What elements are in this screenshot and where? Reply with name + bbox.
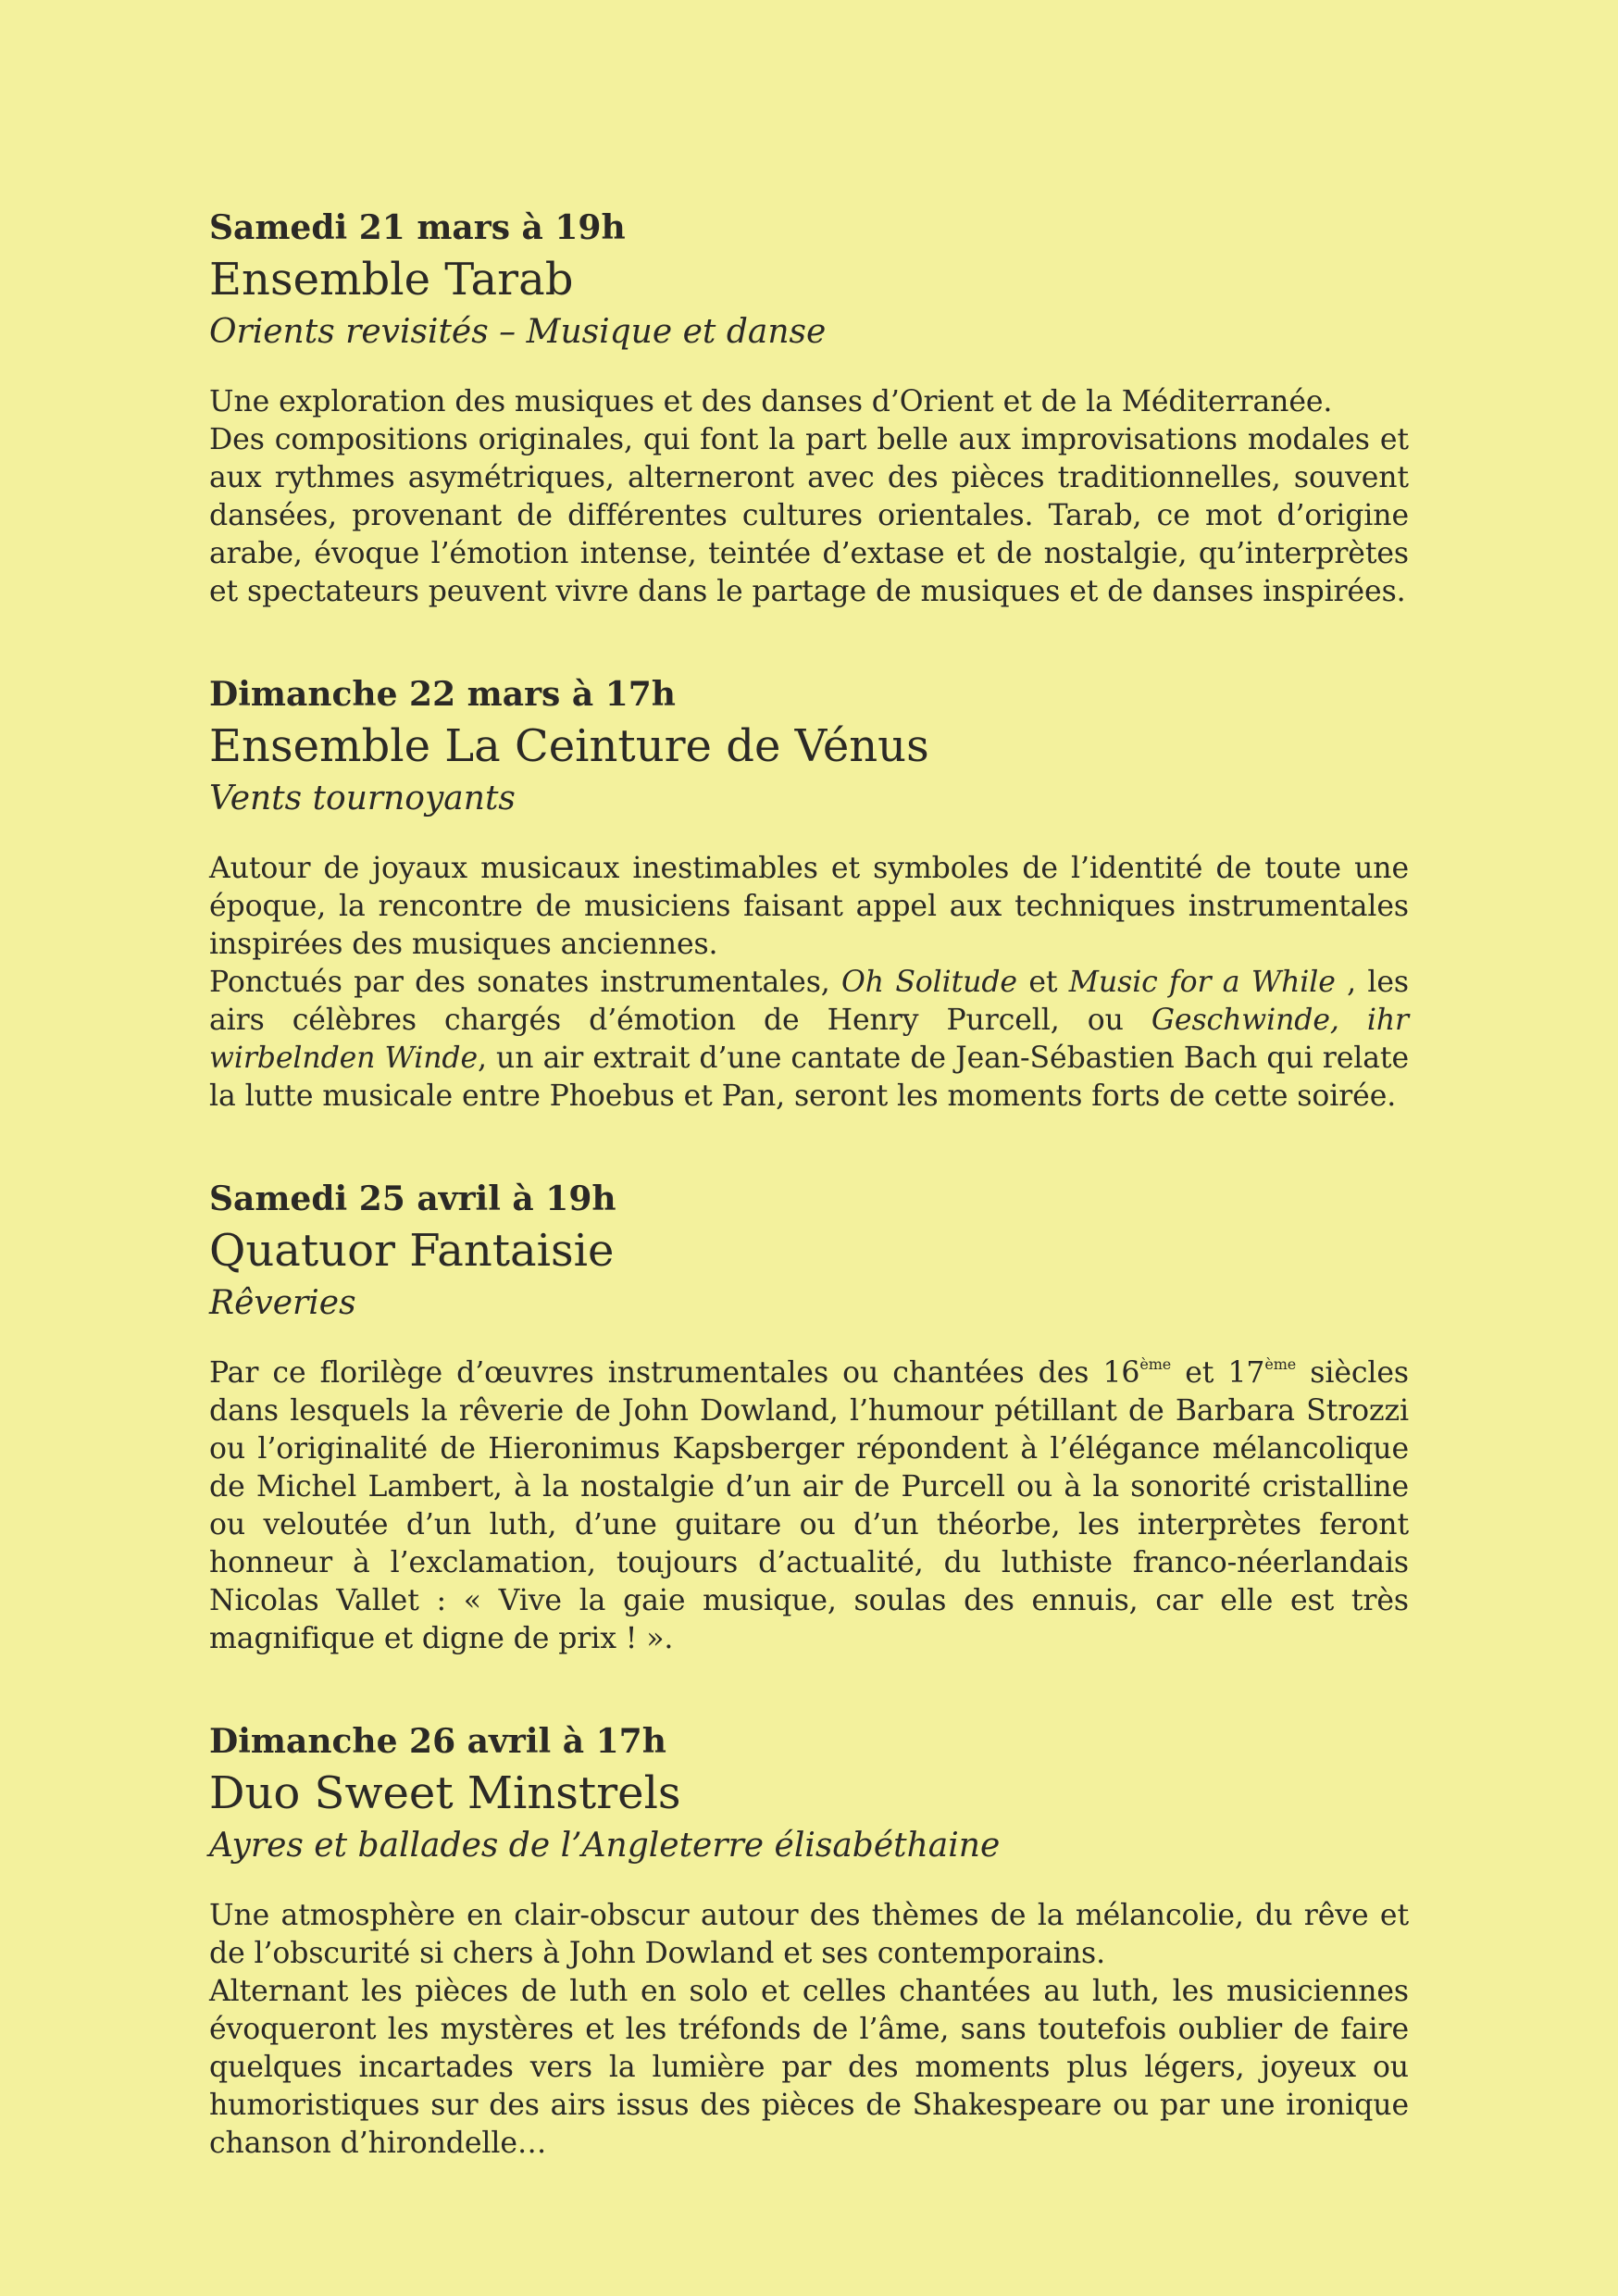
description-paragraph xyxy=(209,850,1409,964)
event-description xyxy=(209,1354,1409,1658)
event-subtitle: Rêveries xyxy=(209,1284,356,1322)
event-date: Samedi 25 avril à 19h xyxy=(209,1179,616,1218)
program-page xyxy=(209,202,1409,2163)
event-date: Samedi 21 mars à 19h xyxy=(209,208,626,247)
event-description xyxy=(209,850,1409,1116)
description-paragraph xyxy=(209,1354,1409,1658)
ordinal-suffix: ème xyxy=(1264,1355,1297,1373)
event-title: Ensemble La Ceinture de Vénus xyxy=(209,720,929,772)
work-title: Geschwinde, ihr wirbelnden Winde xyxy=(209,1004,1409,1075)
text-run: et 17 xyxy=(1171,1356,1265,1390)
text-run: siècles dans lesquels la rêverie de John Dowland, l’humour pétillant de Barbara Strozzi ou l’originalité de Hieronimus Kapsberger répondent à l’élégance mélancolique de Michel Lambert, à la nostalgie d’un air de Purcell ou à la sonorité cristalline ou veloutée d’un luth, d’une guitare ou d’un théorbe, les interprètes feront honneur à l’exclamation, toujours d’actualité, du luthiste franco-néerlandais Nicolas Vallet : « Vive la gaie musique, soulas des ennuis, car elle est très magnifique et digne de prix ! ». xyxy=(209,1356,1409,1655)
description-paragraph xyxy=(209,421,1409,611)
event-title: Duo Sweet Minstrels xyxy=(209,1767,681,1819)
event-subtitle: Ayres et ballades de l’Angleterre élisabéthaine xyxy=(209,1827,1001,1865)
text-run: , les airs célèbres chargés d’émotion de Henry Purcell, ou xyxy=(209,966,1409,1037)
work-title: Oh Solitude xyxy=(841,966,1017,999)
ordinal-suffix: ème xyxy=(1139,1355,1172,1373)
event-subtitle: Vents tournoyants xyxy=(209,780,516,817)
event-date: Dimanche 22 mars à 17h xyxy=(209,675,676,714)
description-paragraph xyxy=(209,1973,1409,2163)
text-run: Une atmosphère en clair-obscur autour des thèmes de la mélancolie, du rêve et de l’obscurité si chers à John Dowland et ses contemporains. xyxy=(209,1899,1409,1970)
text-run: et xyxy=(1016,966,1069,999)
text-run: , un air extrait d’une cantate de Jean-Sébastien Bach qui relate la lutte musicale entre Phoebus et Pan, seront les moments forts de cette soirée. xyxy=(209,1042,1409,1113)
description-paragraph xyxy=(209,1897,1409,1973)
event xyxy=(209,668,1409,1116)
event-description xyxy=(209,383,1409,611)
text-run: Autour de joyaux musicaux inestimables et symboles de l’identité de toute une époque, la rencontre de musiciens faisant appel aux techniques instrumentales inspirées des musiques anciennes. xyxy=(209,852,1409,961)
description-paragraph xyxy=(209,383,1409,421)
event-title: Ensemble Tarab xyxy=(209,254,574,306)
description-paragraph xyxy=(209,964,1409,1116)
text-run: Des compositions originales, qui font la part belle aux improvisations modales et aux rythmes asymétriques, alterneront avec des pièces traditionnelles, souvent dansées, provenant de différentes cultures orientales. Tarab, ce mot d’origine arabe, évoque l’émotion intense, teintée d’extase et de nostalgie, qu’interprètes et spectateurs peuvent vivre dans le partage de musiques et de danses inspirées. xyxy=(209,423,1409,608)
text-run: Par ce florilège d’œuvres instrumentales ou chantées des 16 xyxy=(209,1356,1140,1390)
work-title: Music for a While xyxy=(1068,966,1336,999)
text-run: Alternant les pièces de luth en solo et celles chantées au luth, les musiciennes évoqueront les mystères et les tréfonds de l’âme, sans toutefois oublier de faire quelques incartades vers la lumière par des moments plus légers, joyeux ou humoristiques sur des airs issus des pièces de Shakespeare ou par une ironique chanson d’hirondelle… xyxy=(209,1975,1409,2160)
event xyxy=(209,1716,1409,2163)
event-list xyxy=(209,202,1409,2163)
event-title: Quatuor Fantaisie xyxy=(209,1225,615,1277)
event-subtitle: Orients revisités – Musique et danse xyxy=(209,313,827,351)
text-run: Une exploration des musiques et des danses d’Orient et de la Méditerranée. xyxy=(209,385,1333,418)
text-run: Ponctués par des sonates instrumentales, xyxy=(209,966,842,999)
event-description xyxy=(209,1897,1409,2163)
event-date: Dimanche 26 avril à 17h xyxy=(209,1722,666,1761)
event xyxy=(209,202,1409,611)
event xyxy=(209,1173,1409,1658)
